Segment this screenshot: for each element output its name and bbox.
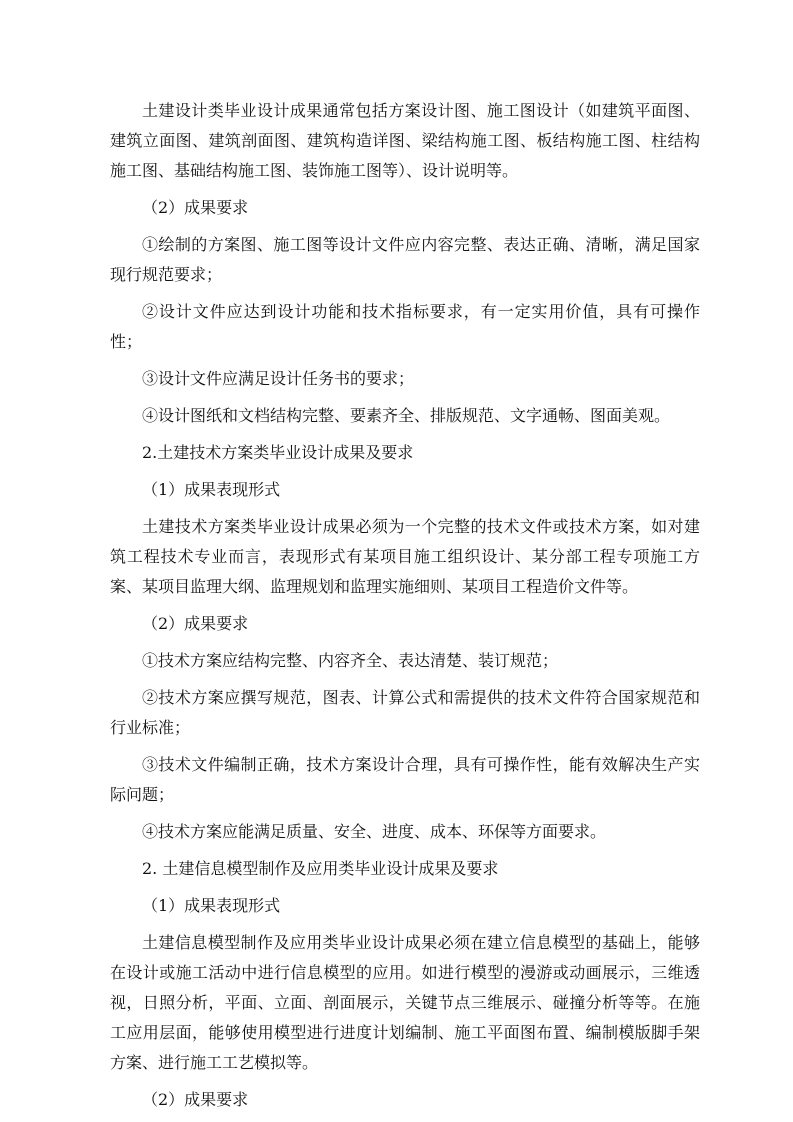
tech-requirement-item-4: ④技术方案应能满足质量、安全、进度、成本、环保等方面要求。 [142, 822, 607, 841]
tech-requirement-item-2: ②技术方案应撰写规范，图表、计算公式和需提供的技术文件符合国家规范和行业标准； [110, 688, 700, 737]
heading-requirements-3: （2）成果要求 [142, 1090, 249, 1109]
tech-requirement-item-3: ③技术文件编制正确，技术方案设计合理，具有可操作性，能有效解决生产实际问题； [110, 755, 700, 804]
requirement-item-4: ④设计图纸和文档结构完整、要素齐全、排版规范、文字通畅、图面美观。 [142, 406, 671, 425]
section-heading-bim: 2. 土建信息模型制作及应用类毕业设计成果及要求 [142, 859, 499, 878]
tech-requirement-item-1: ①技术方案应结构完整、内容齐全、表达清楚、装订规范； [142, 651, 559, 670]
document-body [110, 96, 700, 1115]
requirement-item-3: ③设计文件应满足设计任务书的要求； [142, 369, 415, 388]
paragraph-design-outputs: 土建设计类毕业设计成果通常包括方案设计图、施工图设计（如建筑平面图、建筑立面图、建筑剖面图、建筑构造详图、梁结构施工图、板结构施工图、柱结构施工图、基础结构施工图、装饰施工图等）、设计说明等。 [110, 101, 700, 180]
paragraph-bim-outputs: 土建信息模型制作及应用类毕业设计成果必须在建立信息模型的基础上，能够在设计或施工活动中进行信息模型的应用。如进行模型的漫游或动画展示，三维透视，日照分析，平面、立面、剖面展示，关键节点三维展示、碰撞分析等等。在施工应用层面，能够使用模型进行进度计划编制、施工平面图布置、编制模版脚手架方案、进行施工工艺模拟等。 [110, 933, 700, 1072]
requirement-item-1: ①绘制的方案图、施工图等设计文件应内容完整、表达正确、清晰，满足国家现行规范要求； [110, 235, 700, 284]
heading-requirements-1: （2）成果要求 [142, 198, 249, 217]
section-heading-tech-plan: 2.土建技术方案类毕业设计成果及要求 [142, 443, 414, 462]
heading-form-1: （1）成果表现形式 [142, 480, 281, 499]
heading-form-2: （1）成果表现形式 [142, 896, 281, 915]
paragraph-tech-plan-outputs: 土建技术方案类毕业设计成果必须为一个完整的技术文件或技术方案，如对建筑工程技术专业而言，表现形式有某项目施工组织设计、某分部工程专项施工方案、某项目监理大纲、监理规划和监理实施细则、某项目工程造价文件等。 [110, 517, 700, 596]
heading-requirements-2: （2）成果要求 [142, 614, 249, 633]
requirement-item-2: ②设计文件应达到设计功能和技术指标要求，有一定实用价值，具有可操作性； [110, 302, 700, 351]
